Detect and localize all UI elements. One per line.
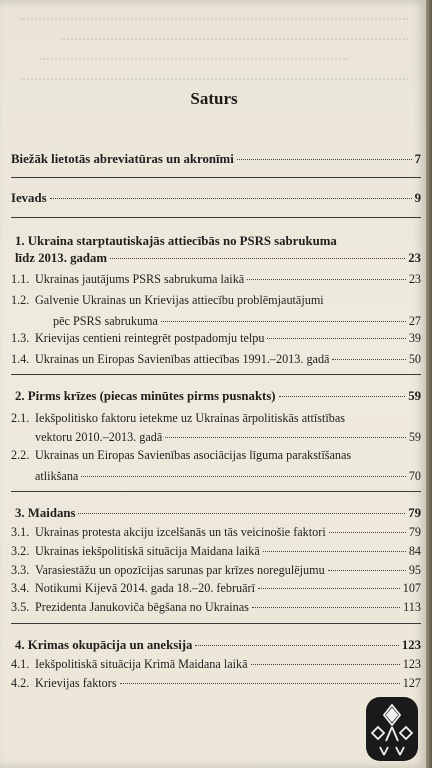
toc-entry: 4.1. Iekšpolitiskā situācija Krimā Maidana laikā 123 [11,657,421,671]
divider [11,374,421,375]
toc-entry: 3.2. Ukrainas iekšpolitiskā situācija Maidana laikā 84 [11,544,421,558]
divider [11,491,421,492]
divider [11,623,421,624]
toc-entry: 1.3. Krievijas centieni reintegrēt postpadomju telpu 39 [11,331,421,345]
toc-entry-abbreviations: Biežāk lietotās abreviatūras un akronīmi 7 [11,152,421,166]
toc-entry: 4.2. Krievijas faktors 127 [11,676,421,690]
chapter-heading: 1. Ukraina starptautiskajās attiecībās no PSRS sabrukuma līdz 2013. gadam 23 [15,234,421,265]
page-edge [426,0,432,768]
toc-entry: 3.3. Varasiestāžu un opozīcijas sarunas par krīzes noregulējumu 95 [11,563,421,577]
divider [11,177,421,178]
chapter-heading: 2. Pirms krīzes (piecas minūtes pirms pusnakts) 59 [15,389,421,403]
toc-entry: 2.1. Iekšpolitisko faktoru ietekme uz Ukrainas ārpolitiskās attīstības vektoru 2010.–2013. gadā 59 [11,411,421,444]
show-through-text [0,0,428,90]
toc-entry: 1.2. Galvenie Ukrainas un Krievijas attiecību problēmjautājumi pēc PSRS sabrukuma 27 [11,293,421,328]
toc-entry: 1.4. Ukrainas un Eiropas Savienības attiecības 1991.–2013. gadā 50 [11,352,421,366]
toc-entry: 3.4. Notikumi Kijevā 2014. gada 18.–20. februārī 107 [11,581,421,595]
toc-entry: 3.1. Ukrainas protesta akciju izcelšanās un tās veicinošie faktori 79 [11,525,421,539]
divider [11,217,421,218]
toc-entry: 3.5. Prezidenta Janukoviča bēgšana no Ukrainas 113 [11,600,421,614]
chapter-heading: 3. Maidans 79 [15,506,421,520]
toc-entry-intro: Ievads 9 [11,191,421,205]
chapter-heading: 4. Krimas okupācija un aneksija 123 [15,638,421,652]
toc-entry: 1.1. Ukrainas jautājums PSRS sabrukuma laikā 23 [11,272,421,286]
toc-entry: 2.2. Ukrainas un Eiropas Savienības asociācijas līguma parakstīšanas atlikšana 70 [11,448,421,483]
page-title: Saturs [190,89,238,108]
diamond-flower-logo-icon [366,697,418,761]
